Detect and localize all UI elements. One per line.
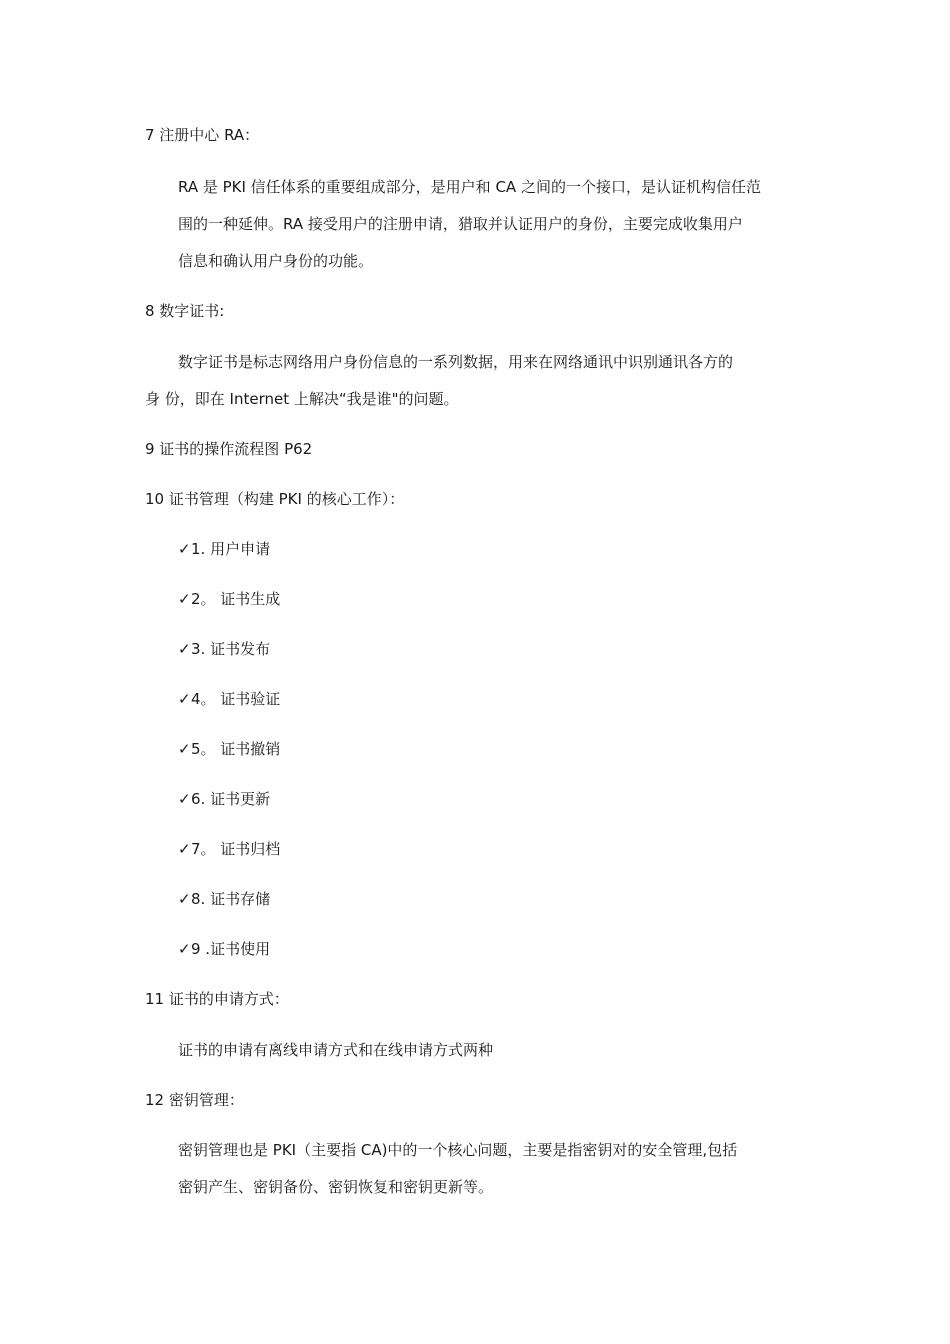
check-icon: ✓ <box>178 790 191 808</box>
check-icon: ✓ <box>178 640 191 658</box>
check-icon: ✓ <box>178 690 191 708</box>
ra-paragraph-line-2: 围的一种延伸。RA 接受用户的注册申请，猎取并认证用户的身份，主要完成收集用户 <box>178 215 743 233</box>
check-icon: ✓ <box>178 840 191 858</box>
key-paragraph-line-1: 密钥管理也是 PKI（主要指 CA)中的一个核心问题，主要是指密钥对的安全管理,包括 <box>178 1141 738 1159</box>
check-icon: ✓ <box>178 740 191 758</box>
ra-paragraph-line-3: 信息和确认用户身份的功能。 <box>178 252 374 270</box>
list-item: ✓4。 证书验证 <box>178 690 281 708</box>
list-item: ✓1. 用户申请 <box>178 540 271 558</box>
list-item: ✓9 .证书使用 <box>178 940 271 958</box>
check-icon: ✓ <box>178 940 191 958</box>
list-item: ✓7。 证书归档 <box>178 840 281 858</box>
cert-application-text: 证书的申请有离线申请方式和在线申请方式两种 <box>178 1041 494 1059</box>
key-paragraph-line-2: 密钥产生、密钥备份、密钥恢复和密钥更新等。 <box>178 1178 494 1196</box>
cert-paragraph-line-1: 数字证书是标志网络用户身份信息的一系列数据，用来在网络通讯中识别通讯各方的 <box>178 353 734 371</box>
heading-ra: 7 注册中心 RA： <box>145 126 260 144</box>
list-item: ✓2。 证书生成 <box>178 590 281 608</box>
heading-key-management: 12 密钥管理： <box>145 1091 244 1109</box>
cert-paragraph-line-2: 身 份，即在 Internet 上解决“我是谁"的问题。 <box>145 390 459 408</box>
check-icon: ✓ <box>178 890 191 908</box>
heading-digital-certificate: 8 数字证书: <box>145 302 225 320</box>
list-item: ✓5。 证书撤销 <box>178 740 281 758</box>
heading-cert-flow: 9 证书的操作流程图 P62 <box>145 440 313 458</box>
list-item: ✓8. 证书存储 <box>178 890 271 908</box>
heading-cert-application: 11 证书的申请方式： <box>145 990 289 1008</box>
list-item: ✓6. 证书更新 <box>178 790 271 808</box>
heading-cert-management: 10 证书管理（构建 PKI 的核心工作）： <box>145 490 405 508</box>
check-icon: ✓ <box>178 540 191 558</box>
check-icon: ✓ <box>178 590 191 608</box>
ra-paragraph-line-1: RA 是 PKI 信任体系的重要组成部分，是用户和 CA 之间的一个接口，是认证机构信任范 <box>178 178 761 196</box>
list-item: ✓3. 证书发布 <box>178 640 271 658</box>
